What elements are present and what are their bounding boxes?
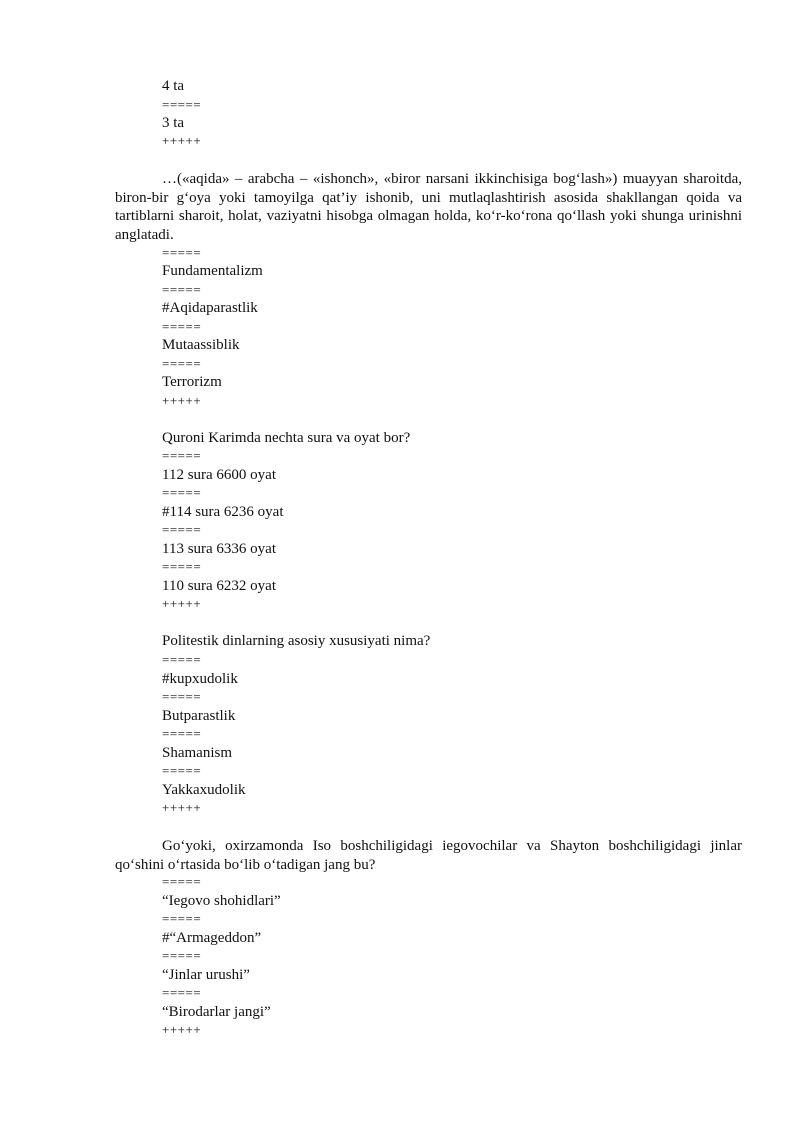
answer-option-correct: #Aqidaparastlik — [162, 300, 258, 316]
question-end-marker: +++++ — [162, 393, 202, 408]
option-separator: ===== — [162, 448, 202, 463]
answer-option: 113 sura 6336 oyat — [162, 541, 277, 557]
answer-option: Yakkaxudolik — [162, 782, 246, 798]
answer-option: 110 sura 6232 oyat — [162, 578, 277, 594]
option-separator: ===== — [162, 356, 202, 371]
option-separator: ===== — [162, 522, 202, 537]
question-end-marker: +++++ — [162, 596, 202, 611]
option-separator: ===== — [162, 485, 202, 500]
answer-option: Mutaassiblik — [162, 337, 240, 353]
question-end-marker: +++++ — [162, 133, 202, 148]
answer-option-correct: #“Armageddon” — [162, 930, 262, 946]
answer-option: 3 ta — [162, 115, 185, 131]
answer-option: Fundamentalizm — [162, 263, 263, 279]
option-separator: ===== — [162, 985, 202, 1000]
option-separator: ===== — [162, 559, 202, 574]
question-end-marker: +++++ — [162, 800, 202, 815]
option-separator: ===== — [162, 911, 202, 926]
option-separator: ===== — [162, 689, 202, 704]
answer-option: Shamanism — [162, 745, 232, 761]
option-separator: ===== — [162, 282, 202, 297]
question-text: …(«aqida» – arabcha – «ishonch», «biror narsani ikkinchisiga bog‘lash») muayyan sharoitda, biron-bir g‘oya yoki tamoyilga qat’iy ishonib, uni mutlaqlashtirish asosida shakllangan qoida va tartiblarni sharoit, holat, vaziyatni hisobga olmagan holda, ko‘r-ko‘rona qo‘llash yoki shunga urinishni anglatadi. — [115, 171, 742, 243]
option-separator: ===== — [162, 97, 202, 112]
question-text: Go‘yoki, oxirzamonda Iso boshchiligidagi iegovochilar va Shayton boshchiligidagi jinlar qo‘shini o‘rtasida bo‘lib o‘tadigan jang bu? — [115, 838, 742, 873]
option-separator: ===== — [162, 652, 202, 667]
answer-option: “Iegovo shohidlari” — [162, 893, 281, 909]
answer-option: “Jinlar urushi” — [162, 967, 250, 983]
option-separator: ===== — [162, 319, 202, 334]
question-text: Quroni Karimda nechta sura va oyat bor? — [162, 430, 411, 446]
answer-option-correct: #114 sura 6236 oyat — [162, 504, 284, 520]
option-separator: ===== — [162, 245, 202, 260]
answer-option: Butparastlik — [162, 708, 236, 724]
option-separator: ===== — [162, 948, 202, 963]
question-end-marker: +++++ — [162, 1022, 202, 1037]
question-text: Politestik dinlarning asosiy xususiyati nima? — [162, 633, 431, 649]
answer-option: 112 sura 6600 oyat — [162, 467, 277, 483]
option-separator: ===== — [162, 726, 202, 741]
answer-option-correct: #kupxudolik — [162, 671, 238, 687]
answer-option: 4 ta — [162, 78, 185, 94]
option-separator: ===== — [162, 763, 202, 778]
option-separator: ===== — [162, 874, 202, 889]
answer-option: Terrorizm — [162, 374, 222, 390]
answer-option: “Birodarlar jangi” — [162, 1004, 271, 1020]
